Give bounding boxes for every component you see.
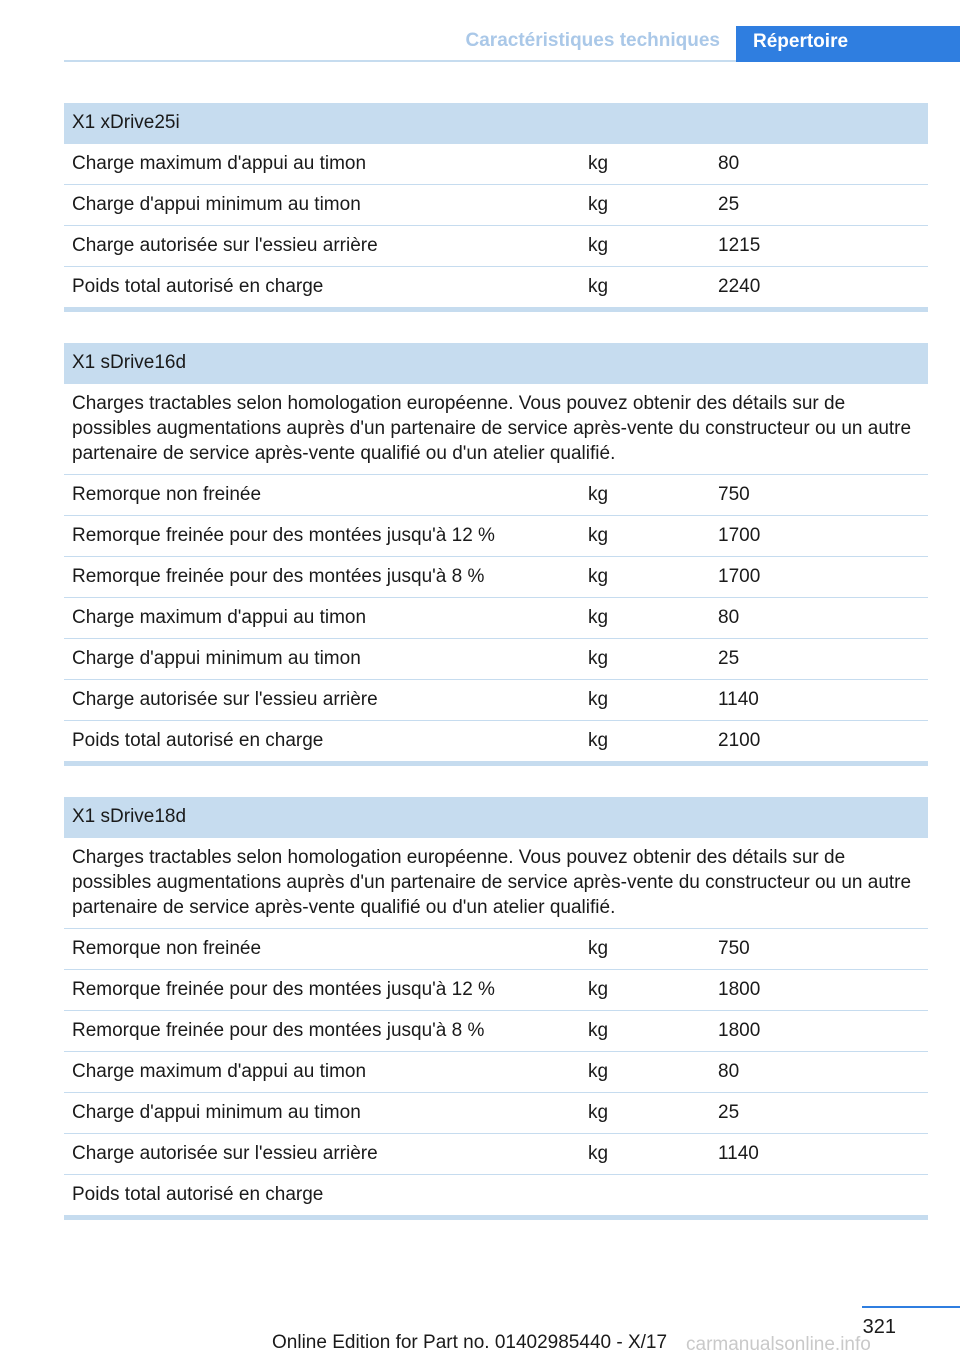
spec-tables (64, 103, 928, 1251)
row-label: Charge maximum d'appui au timon (64, 144, 580, 185)
row-label: Charge d'appui minimum au timon (64, 639, 580, 680)
row-unit: kg (580, 1093, 710, 1134)
row-value: 80 (710, 1052, 928, 1093)
row-unit: kg (580, 557, 710, 598)
header-rule (64, 60, 736, 62)
row-unit: kg (580, 598, 710, 639)
row-value: 2100 (710, 721, 928, 764)
table-row (64, 185, 928, 226)
row-label: Poids total autorisé en charge (64, 1175, 580, 1218)
table-row (64, 1011, 928, 1052)
row-value: 25 (710, 1093, 928, 1134)
row-label: Remorque non freinée (64, 929, 580, 970)
homologation-note: Charges tractables selon homologation européenne. Vous pouvez obtenir des détails sur de possibles augmentations auprès d'un partenaire de service après-vente du constructeur ou un autre partenaire de service après-vente qualifié ou d'un atelier qualifié. (64, 384, 928, 475)
row-unit: kg (580, 721, 710, 764)
row-value: 1700 (710, 557, 928, 598)
row-value: 1800 (710, 970, 928, 1011)
table-row (64, 970, 928, 1011)
row-label: Remorque freinée pour des montées jusqu'à 12 % (64, 516, 580, 557)
table-row (64, 267, 928, 310)
table-row (64, 598, 928, 639)
row-value: 750 (710, 929, 928, 970)
row-value: 1800 (710, 1011, 928, 1052)
table-row (64, 1175, 928, 1218)
row-unit (580, 1175, 710, 1218)
table-row (64, 1093, 928, 1134)
homologation-note: Charges tractables selon homologation européenne. Vous pouvez obtenir des détails sur de possibles augmentations auprès d'un partenaire de service après-vente du constructeur ou un autre partenaire de service après-vente qualifié ou d'un atelier qualifié. (64, 838, 928, 929)
spec-table (64, 797, 928, 1220)
row-label: Remorque freinée pour des montées jusqu'à 8 % (64, 557, 580, 598)
row-value: 750 (710, 475, 928, 516)
row-label: Poids total autorisé en charge (64, 267, 580, 310)
row-unit: kg (580, 680, 710, 721)
table-row (64, 929, 928, 970)
table-row (64, 1134, 928, 1175)
row-value: 1215 (710, 226, 928, 267)
footer-rule (862, 1306, 960, 1308)
row-unit: kg (580, 970, 710, 1011)
row-label: Charge autorisée sur l'essieu arrière (64, 226, 580, 267)
row-unit: kg (580, 267, 710, 310)
table-row (64, 680, 928, 721)
table-row (64, 516, 928, 557)
header-section-title[interactable]: Caractéristiques techniques (465, 30, 720, 51)
row-value: 25 (710, 185, 928, 226)
model-header: X1 xDrive25i (64, 103, 928, 144)
page-header (64, 26, 960, 62)
table-row (64, 639, 928, 680)
header-tab-repertoire[interactable]: Répertoire (736, 26, 960, 62)
row-label: Poids total autorisé en charge (64, 721, 580, 764)
spec-table (64, 103, 928, 312)
row-unit: kg (580, 1134, 710, 1175)
row-value: 25 (710, 639, 928, 680)
row-value: 80 (710, 598, 928, 639)
table-row (64, 721, 928, 764)
row-label: Remorque freinée pour des montées jusqu'à 8 % (64, 1011, 580, 1052)
row-label: Charge maximum d'appui au timon (64, 1052, 580, 1093)
row-label: Charge d'appui minimum au timon (64, 185, 580, 226)
row-value (710, 1175, 928, 1218)
row-value: 1140 (710, 680, 928, 721)
row-label: Charge maximum d'appui au timon (64, 598, 580, 639)
row-label: Remorque non freinée (64, 475, 580, 516)
row-label: Charge autorisée sur l'essieu arrière (64, 680, 580, 721)
page-number: 321 (862, 1316, 896, 1338)
row-unit: kg (580, 1052, 710, 1093)
row-label: Remorque freinée pour des montées jusqu'à 12 % (64, 970, 580, 1011)
model-header: X1 sDrive18d (64, 797, 928, 838)
table-row (64, 144, 928, 185)
row-value: 2240 (710, 267, 928, 310)
edition-text: Online Edition for Part no. 01402985440 - X/17 (272, 1332, 668, 1353)
row-unit: kg (580, 639, 710, 680)
row-label: Charge autorisée sur l'essieu arrière (64, 1134, 580, 1175)
table-row (64, 1052, 928, 1093)
model-header: X1 sDrive16d (64, 343, 928, 384)
row-unit: kg (580, 144, 710, 185)
row-unit: kg (580, 929, 710, 970)
table-row (64, 557, 928, 598)
row-unit: kg (580, 516, 710, 557)
row-unit: kg (580, 1011, 710, 1052)
table-row (64, 226, 928, 267)
watermark: carmanualsonline.info (686, 1334, 871, 1355)
row-value: 80 (710, 144, 928, 185)
spec-table (64, 343, 928, 766)
row-unit: kg (580, 185, 710, 226)
row-label: Charge d'appui minimum au timon (64, 1093, 580, 1134)
row-value: 1140 (710, 1134, 928, 1175)
row-value: 1700 (710, 516, 928, 557)
row-unit: kg (580, 226, 710, 267)
table-row (64, 475, 928, 516)
row-unit: kg (580, 475, 710, 516)
